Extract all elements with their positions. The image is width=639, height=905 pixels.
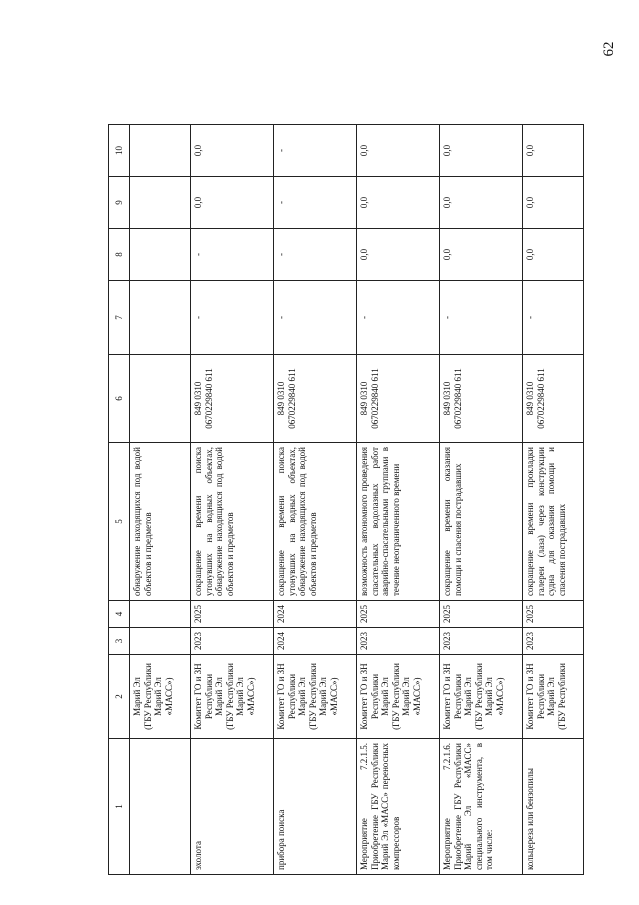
cell-executor: Комитет ГО и ЗН Республики Марий Эл (ГБУ Республики: [523, 655, 584, 739]
cell-budget-code: 849 0310 0670229840 611: [440, 355, 523, 443]
cell-budget-code: 849 0310 0670229840 611: [274, 355, 357, 443]
cell-value: 0,0: [191, 177, 274, 229]
cell-value: 0,0: [440, 125, 523, 177]
header-cell: 6: [109, 355, 130, 443]
header-row: [109, 125, 130, 875]
cell-end-year: [130, 601, 191, 628]
cell-executor: Марий Эл (ГБУ Республики Марий Эл «МАСС»): [130, 655, 191, 739]
cell-start-year: 2023: [440, 628, 523, 655]
header-cell: 8: [109, 229, 130, 281]
table-row: [191, 125, 274, 875]
header-cell: 10: [109, 125, 130, 177]
cell-measure: кольцереза или бензопилы: [523, 739, 584, 875]
cell-end-year: 2025: [523, 601, 584, 628]
cell-budget-code: 849 0310 0670229840 611: [357, 355, 440, 443]
cell-value: 0,0: [440, 229, 523, 281]
cell-start-year: 2023: [523, 628, 584, 655]
cell-value: 0,0: [523, 177, 584, 229]
table-row: [130, 125, 191, 875]
cell-value: -: [523, 281, 584, 355]
header-cell: 5: [109, 443, 130, 601]
program-table: [108, 124, 584, 875]
cell-value: 0,0: [357, 229, 440, 281]
cell-value: 0,0: [523, 125, 584, 177]
header-cell: 2: [109, 655, 130, 739]
cell-value: [130, 177, 191, 229]
cell-value: -: [274, 281, 357, 355]
cell-start-year: 2024: [274, 628, 357, 655]
cell-value: 0,0: [523, 229, 584, 281]
cell-budget-code: [130, 355, 191, 443]
cell-value: 0,0: [357, 125, 440, 177]
table-row: [440, 125, 523, 875]
cell-measure: Мероприятие 7.2.1.6. Приобретение ГБУ Республики Марий Эл «МАСС» специального инструмента, в том числе:: [440, 739, 523, 875]
cell-measure: эхолота: [191, 739, 274, 875]
cell-start-year: 2023: [191, 628, 274, 655]
cell-executor: Комитет ГО и ЗН Республики Марий Эл (ГБУ Республики Марий Эл «МАСС»): [440, 655, 523, 739]
header-cell: 4: [109, 601, 130, 628]
cell-value: -: [274, 229, 357, 281]
cell-value: 0,0: [440, 177, 523, 229]
cell-result: обнаружение находящихся под водой объектов и предметов: [130, 443, 191, 601]
cell-end-year: 2025: [357, 601, 440, 628]
cell-result: сокращение времени оказания помощи и спасения пострадавших: [440, 443, 523, 601]
cell-budget-code: 849 0310 0670229840 611: [523, 355, 584, 443]
header-cell: 1: [109, 739, 130, 875]
cell-start-year: 2023: [357, 628, 440, 655]
table-row: [523, 125, 584, 875]
cell-executor: Комитет ГО и ЗН Республики Марий Эл (ГБУ Республики Марий Эл «МАСС»): [191, 655, 274, 739]
cell-value: -: [274, 177, 357, 229]
cell-budget-code: 849 0310 0670229840 611: [191, 355, 274, 443]
cell-value: -: [191, 229, 274, 281]
cell-value: [130, 125, 191, 177]
cell-value: 0,0: [191, 125, 274, 177]
cell-value: [130, 229, 191, 281]
cell-result: сокращение времени поиска утонувших на водных объектах, обнаружение находящихся под водой объектов и предметов: [274, 443, 357, 601]
cell-result: сокращение времени поиска утонувших на водных объектах, обнаружение находящихся под водой объектов и предметов: [191, 443, 274, 601]
table-row: [274, 125, 357, 875]
cell-measure: [130, 739, 191, 875]
table-row: [357, 125, 440, 875]
header-cell: 9: [109, 177, 130, 229]
cell-value: -: [191, 281, 274, 355]
header-cell: 3: [109, 628, 130, 655]
cell-result: возможность автономного проведения спасательных водолазных работ аварийно-спасательными группами в течение неограниченного времени: [357, 443, 440, 601]
cell-executor: Комитет ГО и ЗН Республики Марий Эл (ГБУ Республики Марий Эл «МАСС»): [274, 655, 357, 739]
cell-value: 0,0: [357, 177, 440, 229]
header-cell: 7: [109, 281, 130, 355]
cell-value: -: [357, 281, 440, 355]
page-number: 62: [601, 41, 617, 57]
cell-executor: Комитет ГО и ЗН Республики Марий Эл (ГБУ Республики Марий Эл «МАСС»): [357, 655, 440, 739]
cell-end-year: 2024: [274, 601, 357, 628]
cell-start-year: [130, 628, 191, 655]
cell-measure: Мероприятие 7.2.1.5. Приобретение ГБУ Республики Марий Эл «МАСС» переносных компрессоров: [357, 739, 440, 875]
cell-result: сокращение времени прокладки галереи (лаза) через конструкции судна для оказания помощи и спасения пострадавших: [523, 443, 584, 601]
cell-value: -: [440, 281, 523, 355]
cell-value: [130, 281, 191, 355]
cell-end-year: 2025: [440, 601, 523, 628]
cell-measure: прибора поиска: [274, 739, 357, 875]
cell-value: -: [274, 125, 357, 177]
cell-end-year: 2025: [191, 601, 274, 628]
